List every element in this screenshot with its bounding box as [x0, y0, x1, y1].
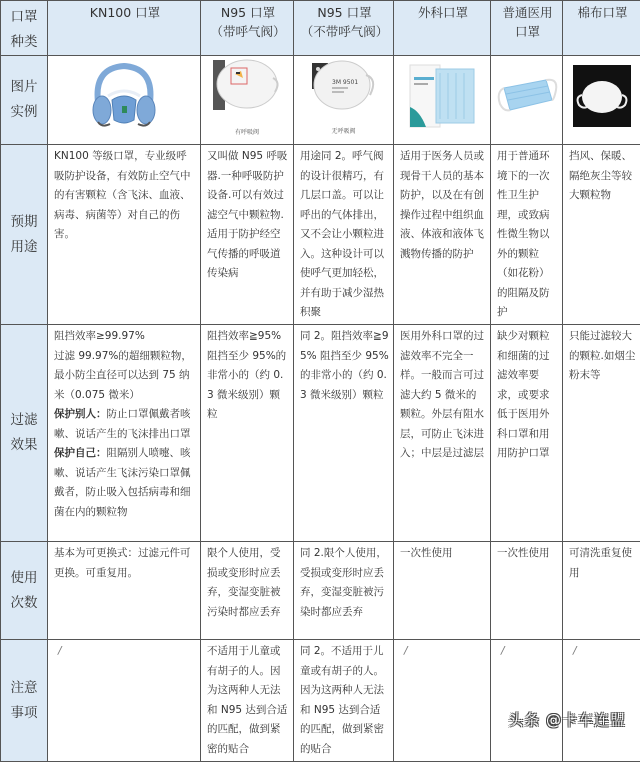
surgical-mask-pack-icon [406, 63, 478, 129]
col-subtitle: （不带呼气阀） [300, 22, 389, 41]
row-label-filter [1, 325, 48, 542]
row-label-images [1, 56, 48, 145]
corner-line-2: 种类 [1, 30, 47, 55]
label-line: 次数 [1, 591, 47, 616]
protect-self [54, 444, 196, 522]
notes-cell [563, 640, 640, 762]
col-title: N95 口罩 [207, 3, 289, 22]
surgical-image-cell [394, 56, 491, 145]
image-caption: 有呼吸阀 [203, 123, 291, 143]
mask-print-text: 3M 9501 [332, 79, 358, 86]
row-label-usage [1, 145, 48, 325]
column-header-surgical [394, 1, 491, 56]
medical-mask-icon [494, 72, 560, 120]
filter-cell: 缺少对颗粒和细菌的过滤效率要求，或要求低于医用外科口罩和用用防护口罩 [491, 325, 563, 542]
filter-efficiency: 阻挡效率≥99.97% [54, 327, 196, 347]
filter-cell: 同 2。阻挡效率≧95% 阻挡至少 95%的非常小的（约 0.3 微米级别）颗粒 [294, 325, 394, 542]
protect-self-text: 阻隔别人喷嚏、咳嗽、说话产生飞沫污染口罩佩戴者，防止吸入包括病毒和细菌在内的颗粒物 [54, 447, 191, 518]
filter-cell: 医用外科口罩的过滤效率不完全一样。一般而言可过滤大约 5 微米的颗粒。外层有阻水层，可防止飞沫进入；中层是过滤层 [394, 325, 491, 542]
protect-self-label: 保护自己： [54, 447, 107, 459]
usage-row [1, 145, 640, 325]
col-subtitle: （带呼气阀） [207, 22, 289, 41]
notes-cell [491, 640, 563, 762]
col-title: 外科口罩 [400, 3, 486, 22]
kn100-image-cell [48, 56, 201, 145]
protect-others-label: 保护别人： [54, 408, 107, 420]
usage-cell: 用于普通环境下的一次性卫生护理，或致病性微生物以外的颗粒（如花粉）的阻隔及防护 [491, 145, 563, 325]
uses-cell: 基本为可更换式：过滤元件可更换。可重复用。 [48, 542, 201, 640]
column-header-n95-valve [201, 1, 294, 56]
empty-mark: / [54, 645, 62, 657]
col-title: 棉布口罩 [569, 3, 636, 22]
column-header-kn100 [48, 1, 201, 56]
notes-cell [48, 640, 201, 762]
label-line: 过滤 [1, 408, 47, 433]
corner-line-1: 口罩 [1, 5, 47, 30]
label-line: 预期 [1, 210, 47, 235]
notes-cell [394, 640, 491, 762]
protect-others [54, 405, 196, 444]
n95-novalve-image-cell [294, 56, 394, 145]
filter-detail: 过滤 99.97%的超细颗粒物，最小防尘直径可以达到 75 纳米（0.075 微米） [54, 347, 196, 406]
usage-cell: 又叫做 N95 呼吸器.一种呼吸防护设备.可以有效过滤空气中颗粒物.适用于防护经空气传播的呼吸道传染病 [201, 145, 294, 325]
uses-cell: 可清洗重复使用 [563, 542, 640, 640]
col-title: 普通医用 [497, 3, 558, 22]
uses-cell: 同 2.限个人使用，受损或变形时应丢弃，变湿变脏被污染时都应丢弃 [294, 542, 394, 640]
uses-row [1, 542, 640, 640]
cotton-mask-icon [573, 65, 631, 127]
filter-row [1, 325, 640, 542]
filter-cell: 只能过滤较大的颗粒.如烟尘粉末等 [563, 325, 640, 542]
kn100-respirator-icon [84, 62, 164, 130]
corner-header [1, 1, 48, 56]
uses-cell: 一次性使用 [394, 542, 491, 640]
watermark: 头条 @卡车连盟 [508, 709, 626, 730]
row-label-uses [1, 542, 48, 640]
column-header-n95-novalve [294, 1, 394, 56]
column-header-medical [491, 1, 563, 56]
label-line: 注意 [1, 676, 47, 701]
protect-others-text: 防止口罩佩戴者咳嗽、说话产生的飞沫排出口罩 [54, 408, 191, 440]
image-caption: 无呼吸阀 [296, 122, 391, 142]
col-subtitle: 口罩 [497, 22, 558, 41]
notes-cell: 不适用于儿童或有胡子的人。因为这两种人无法和 N95 达到合适的匹配，做到紧密的贴合 [201, 640, 294, 762]
usage-cell: 挡风、保暖、隔绝灰尘等较大颗粒物 [563, 145, 640, 325]
medical-image-cell [491, 56, 563, 145]
label-line: 事项 [1, 701, 47, 726]
label-line: 效果 [1, 433, 47, 458]
n95-valve-image-cell [201, 56, 294, 145]
usage-cell: 用途同 2。呼气阀的设计很精巧，有几层口盖。可以让呼出的气体排出，又不会让小颗粒进入。这种设计可以使呼气更加轻松，并有助于减少湿热积聚 [294, 145, 394, 325]
notes-row [1, 640, 640, 762]
cotton-image-cell [563, 56, 640, 145]
notes-cell: 同 2。不适用于儿童或有胡子的人。因为这两种人无法和 N95 达到合适的匹配，做到紧密的贴合 [294, 640, 394, 762]
empty-mark: / [497, 645, 505, 657]
usage-cell: 适用于医务人员或现骨干人员的基本防护，以及在有创操作过程中组织血液、体液和液体飞溅物传播的防护 [394, 145, 491, 325]
label-line: 图片 [1, 75, 47, 100]
image-row [1, 56, 640, 145]
uses-cell: 限个人使用，受损或变形时应丢弃，变湿变脏被污染时都应丢弃 [201, 542, 294, 640]
uses-cell: 一次性使用 [491, 542, 563, 640]
n95-valve-mask-icon [211, 58, 283, 114]
usage-cell: KN100 等级口罩，专业级呼吸防护设备，有效防止空气中的有害颗粒（含飞沫、血液、病毒、病菌等）对自己的伤害。 [48, 145, 201, 325]
row-label-notes [1, 640, 48, 762]
col-title: N95 口罩 [300, 3, 389, 22]
n95-mask-icon [308, 59, 380, 113]
header-row [1, 1, 640, 56]
col-title: KN100 口罩 [54, 3, 196, 22]
label-line: 用途 [1, 235, 47, 260]
empty-mark: / [569, 645, 577, 657]
filter-cell: 阻挡效率≧95% 阻挡至少 95%的非常小的（约 0.3 微米级别）颗粒 [201, 325, 294, 542]
empty-mark: / [400, 645, 408, 657]
filter-cell-kn100 [48, 325, 201, 542]
column-header-cotton [563, 1, 640, 56]
label-line: 使用 [1, 566, 47, 591]
label-line: 实例 [1, 100, 47, 125]
